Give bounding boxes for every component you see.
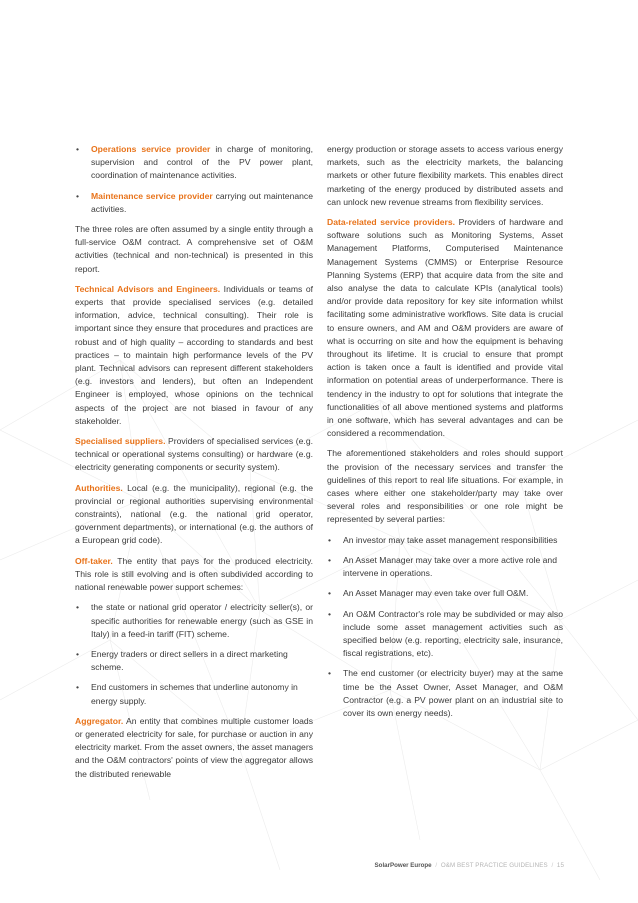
stakeholders-paragraph: The aforementioned stakeholders and roles should support the provision of the necessary services and transfer the guidelines of this report to real life situations. For example, in cases where either one stakeholder/party may take over several roles and responsibilities or one role might be represented by several parties: [327,448,563,525]
party-bullet: • An Asset Manager may take over a more active role and intervene in operations. [327,554,563,580]
role-bullet-lead: Maintenance service provider [91,190,213,201]
paragraph-heading: Authorities. [75,482,123,493]
paragraph-text: Individuals or teams of experts that provide specialised services (e.g. detailed information, advice, technical consulting). Their role is important since they ensure that procedures and practices are robust and of high quality – according to standards and best practices – to maintain high performance levels of the PV plant. Technical advisors can represent different stakeholders (e.g. investors and lenders), but often an Independent Engineer is employed, whose opinions on the technical aspects of the project are not biased in favour of any stakeholder. [75,283,314,426]
role-bullet-operations [75,143,313,183]
role-bullet-lead: Operations service provider [91,144,211,154]
party-bullet: • An Asset Manager may even take over full O&M. [327,587,563,600]
role-bullet-text: in charge of monitoring, supervision and control of the PV power plant, coordination of maintenance activities. [91,144,313,181]
paragraph-heading: Off-taker. [75,555,113,566]
party-bullet: • An investor may take asset management responsibilities [327,534,563,547]
paragraph-heading: Specialised suppliers. [75,436,166,447]
party-bullet: • The end customer (or electricity buyer) may at the same time be the Asset Owner, Asset Manager, and O&M Contractor (e.g. a PV power plant on an industrial site to cover its own energy needs). [327,667,563,720]
paragraph-heading: Data-related service providers. [327,217,456,228]
paragraph-text: The entity that pays for the produced electricity. This role is still evolving and is often subdivided according to national renewable power support schemes: [75,555,313,593]
specialised-suppliers-paragraph [75,435,313,475]
paragraph-heading: Aggregator. [75,715,124,726]
footer-document-title: O&M BEST PRACTICE GUIDELINES [440,862,548,869]
role-bullet-text: carrying out maintenance activities. [91,190,313,214]
aggregator-paragraph [75,715,313,781]
aggregator-continued-paragraph: energy production or storage assets to access various energy markets, such as the electricity markets, the balancing markets or other future flexibility markets. This enables direct marketing of the energy produced by distributed assets and can unlock new revenue streams from flexibility services. [327,144,563,207]
paragraph-heading: Technical Advisors and Engineers. [75,283,221,294]
right-column [327,143,563,727]
intro-paragraph: The three roles are often assumed by a single entity through a full-service O&M contract. A comprehensive set of O&M activities (technical and non-technical) is presented in this report. [75,224,313,274]
party-bullet: • An O&M Contractor's role may be subdivided or may also include some asset management activities such as specified below (e.g. reporting, electricity sale, insurance, fiscal registrations, etc). [327,608,563,661]
technical-advisors-paragraph [75,283,313,428]
footer-separator: / [435,862,438,869]
paragraph-text: An entity that combines multiple customer loads or generated electricity for sale, for purchase or auction in any electricity market. From the asset owners, the asset managers and the O&M contractors' points of view the aggregator allows the distributed renewable [75,715,313,779]
paragraph-text: Local (e.g. the municipality), regional (e.g. the provincial or regional authorities supervising environmental constraints), national (e.g. the national grid operator, government departments), or international (e.g. the authors of a European grid code). [75,482,313,546]
page-footer [0,862,564,869]
footer-page-number: 15 [556,862,564,869]
off-taker-bullet: • the state or national grid operator / electricity seller(s), or specific authorities for renewable energy (such as GSE in Italy) in a feed-in tariff (FIT) scheme. [75,601,313,641]
off-taker-bullet: • End customers in schemes that underline autonomy in energy supply. [75,681,313,707]
data-related-providers-paragraph [327,216,563,440]
role-bullet-maintenance [75,190,313,216]
footer-brand: SolarPower Europe [374,862,432,869]
off-taker-paragraph [75,555,313,595]
left-column [75,143,313,788]
paragraph-text: Providers of specialised services (e.g. technical or operational systems consulting) or hardware (e.g. electricity generating components or security system). [75,436,313,473]
footer-separator: / [551,862,554,869]
off-taker-bullet: • Energy traders or direct sellers in a direct marketing scheme. [75,648,313,674]
paragraph-text: Providers of hardware and software solutions such as Monitoring Systems, Asset Management Platforms, Computerised Maintenance Management Systems (CMMS) or Enterprise Resource Planning Systems (ERP) that acquire data from the site and also analyse the data to calculate KPIs (analytical tools) and/or provide data repository for key site information whilst facilitating some administrative workflows. Site data is crucial to ensure owners, and AM and O&M providers are aware of what is occurring on site and how the equipment is behaving throughout its lifetime. It is crucial to ensure that prompt action is taken once a fault is identified and provide vital information on potential areas of underperformance. There is tendency in the industry to opt for solutions that integrate the functionalities of all above mentioned systems and platforms in one software, which has several advantages and can be considered a recommendation. [327,217,564,439]
authorities-paragraph [75,482,313,548]
